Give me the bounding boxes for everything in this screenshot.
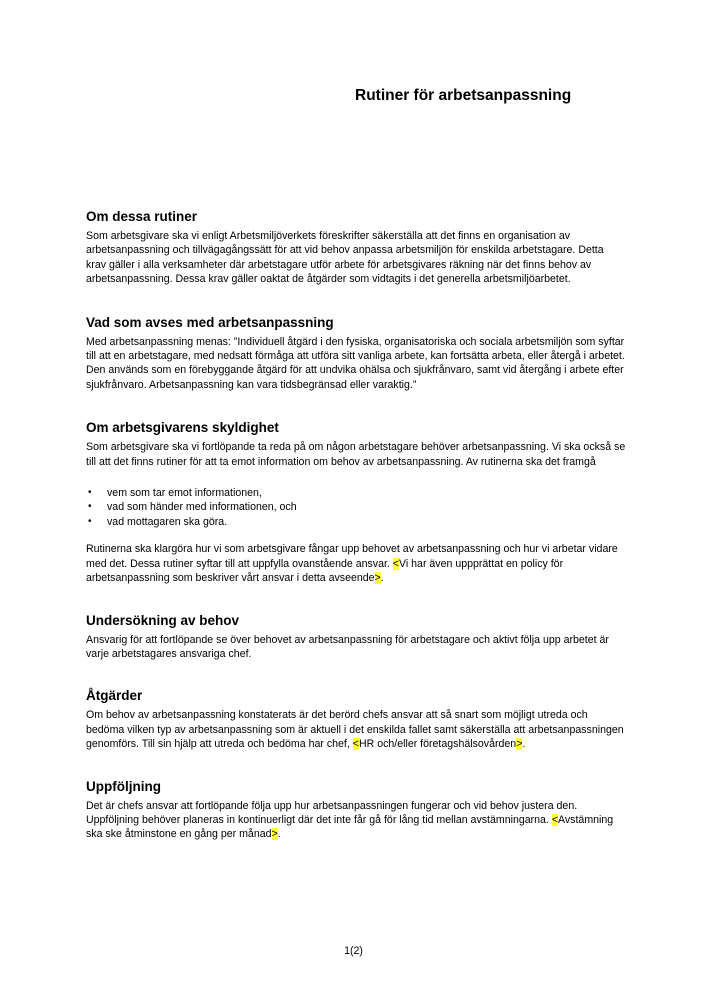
section-heading: Om dessa rutiner: [86, 209, 198, 224]
paragraph-tail: .: [380, 572, 384, 585]
paragraph-text: Rutinerna ska klargöra hur vi som arbetsgivare fångar upp behovet av arbetsanpassning och hur vi arbetar vidare med det. Dessa rutiner syftar till att uppfylla ovanstående ansvar.: [86, 543, 618, 570]
section-needs-assessment: [86, 612, 626, 662]
section-heading: Vad som avses med arbetsanpassning: [86, 314, 334, 330]
section-paragraph: [86, 708, 626, 751]
section-heading: Uppföljning: [86, 778, 161, 794]
section-follow-up: [86, 778, 626, 842]
placeholder-close-bracket: >: [271, 828, 278, 841]
section-paragraph: [86, 799, 626, 842]
page-title: Rutiner för arbetsanpassning: [355, 87, 572, 104]
list-item: [86, 500, 626, 514]
section-paragraph: Ansvarig för att fortlöpande se över behovet av arbetsanpassning för arbetstagare och aktivt följa upp arbetet är varje arbetstagares ansvariga chef.: [86, 633, 609, 660]
list-item-text: vem som tar emot informationen,: [107, 487, 262, 500]
placeholder-open-bracket: <: [352, 738, 359, 751]
section-paragraph: Som arbetsgivare ska vi enligt Arbetsmiljöverkets föreskrifter säkerställa att det finns en organisation av arbetsanpassning och tillvägagångssätt för att vid behov anpassa arbetsmiljön för enskilda arbetstagare. Detta krav gäller i alla verksamheter där arbetstagare utför arbete för arbetsgivares räkning när det finns behov av arbetsanpassning. Dessa krav gäller oaktat de åtgärder som vidtagits i det generella arbetsmiljöarbetet.: [86, 230, 604, 286]
section-paragraph: Som arbetsgivare ska vi fortlöpande ta reda på om någon arbetstagare behöver arbetsanpassning. Vi ska också se till att det finns rutiner för att ta emot information om behov av arbetsanpassning. Av rutinerna ska det framgå: [86, 441, 626, 468]
bullet-icon: •: [88, 487, 92, 499]
list-item: [86, 515, 626, 529]
placeholder-close-bracket: >: [516, 738, 523, 751]
section-paragraph: Med arbetsanpassning menas: ”Individuell åtgärd i den fysiska, organisatoriska och sociala arbetsmiljön som syftar till att en arbetstagare, med nedsatt förmåga att utföra sitt vanliga arbete, kan fortsätta arbeta, eller återgå i arbetet. Den används som en förebyggande åtgärd för att undvika ohälsa och sjukfrånvaro, samt vid återgång i arbete efter sjukfrånvaro. Arbetsanpassning kan vara tidsbegränsad eller varaktig.”: [86, 335, 625, 391]
bullet-list: [86, 486, 626, 529]
section-heading: Åtgärder: [86, 688, 143, 704]
paragraph-text: Det är chefs ansvar att fortlöpande följa upp hur arbetsanpassningen fungerar och vid behov justera den. Uppföljning behöver planeras in kontinuerligt där det inte får gå för lång tid mellan avstämningarna.: [86, 799, 578, 826]
placeholder-open-bracket: <: [551, 813, 559, 826]
list-item-text: vad mottagaren ska göra.: [107, 515, 228, 528]
section-heading: Undersökning av behov: [86, 612, 240, 628]
paragraph-text: Om behov av arbetsanpassning konstaterats är det berörd chefs ansvar att så snart som möjligt utreda och bedöma vilken typ av arbetsanpassning som är aktuell i det enskilda fallet samt säkerställa att arbetsanpassningen genomförs. Till sin hjälp att utreda och bedöma har chef,: [86, 709, 624, 751]
placeholder-open-bracket: <: [392, 557, 399, 570]
placeholder-text: Avstämning ska ske åtminstone en gång per månad: [86, 813, 614, 841]
page-number: 1(2): [344, 945, 363, 957]
section-paragraph: [86, 542, 626, 585]
section-definition: [86, 314, 626, 393]
section-heading: Om arbetsgivarens skyldighet: [86, 420, 279, 436]
placeholder-text: Vi har även uppprättat en policy för arbetsanpassning som beskriver vårt ansvar i detta avseende: [86, 557, 564, 585]
list-item-text: vad som händer med informationen, och: [107, 501, 297, 514]
placeholder-close-bracket: >: [374, 572, 381, 585]
paragraph-tail: .: [522, 738, 526, 751]
paragraph-tail: .: [277, 828, 281, 841]
list-item: [86, 486, 626, 500]
bullet-icon: •: [88, 501, 92, 513]
section-measures: [86, 687, 626, 751]
section-about-routines: [86, 208, 626, 287]
section-employer-duty: [86, 419, 626, 585]
placeholder-text: HR och/eller företagshälsovården: [358, 738, 517, 751]
document-body: [86, 208, 626, 842]
bullet-icon: •: [88, 515, 92, 527]
